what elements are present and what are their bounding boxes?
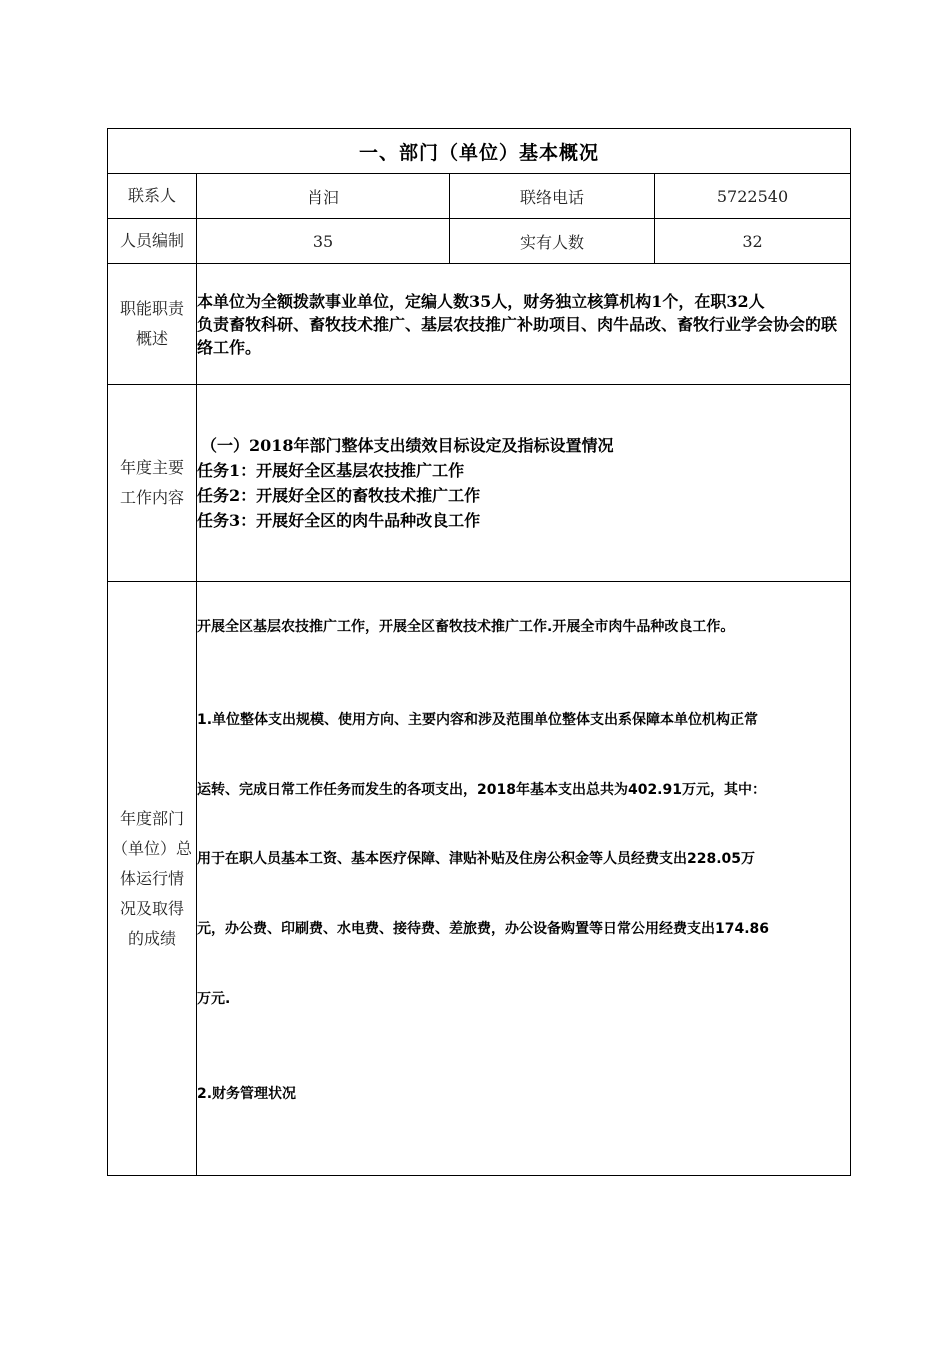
performance-line: 用于在职人员基本工资、基本医疗保障、津贴补贴及住房公积金等人员经费支出228.05万 — [197, 851, 756, 867]
performance-line: 元，办公费、印刷费、水电费、接待费、差旅费，办公设备购置等日常公用经费支出174.86 — [197, 921, 770, 937]
performance-line: 运转、完成日常工作任务而发生的各项支出，2018年基本支出总共为402.91万元，其中： — [197, 782, 766, 798]
phone-label: 联络电话 — [450, 174, 655, 219]
performance-line: 开展全区基层农技推广工作，开展全区畜牧技术推广工作.开展全市肉牛品种改良工作。 — [197, 619, 735, 635]
work-content — [197, 385, 851, 582]
actual-label: 实有人数 — [450, 219, 655, 264]
duty-content — [197, 264, 851, 385]
work-label: 年度主要 工作内容 — [108, 385, 197, 582]
overview-table — [107, 128, 851, 1176]
performance-line: 万元. — [197, 991, 231, 1007]
contact-value: 肖汩 — [197, 174, 450, 219]
table-title: 一、部门（单位）基本概况 — [108, 129, 851, 174]
duty-line-2: 负责畜牧科研、畜牧技术推广、基层农技推广补助项目、肉牛品改、畜牧行业学会协会的联络工作。 — [197, 314, 838, 357]
performance-line: 1.单位整体支出规模、使用方向、主要内容和涉及范围单位整体支出系保障本单位机构正常 — [197, 712, 759, 728]
work-item: （一）2018年部门整体支出绩效目标设定及指标设置情况 — [201, 436, 614, 455]
work-item: 任务3：开展好全区的肉牛品种改良工作 — [197, 511, 481, 530]
actual-value: 32 — [655, 219, 851, 264]
phone-value: 5722540 — [655, 174, 851, 219]
duty-line-1: 本单位为全额拨款事业单位，定编人数35人，财务独立核算机构1个，在职32人 — [197, 291, 765, 311]
duty-label: 职能职责 概述 — [108, 264, 197, 385]
work-item: 任务2：开展好全区的畜牧技术推广工作 — [197, 486, 481, 505]
performance-line: 2.财务管理状况 — [197, 1086, 297, 1102]
staff-label: 人员编制 — [108, 219, 197, 264]
performance-content — [197, 582, 851, 1176]
contact-label: 联系人 — [108, 174, 197, 219]
staff-value: 35 — [197, 219, 450, 264]
performance-label: 年度部门 （单位）总 体运行情 况及取得 的成绩 — [108, 582, 197, 1176]
work-item: 任务1：开展好全区基层农技推广工作 — [197, 461, 465, 480]
